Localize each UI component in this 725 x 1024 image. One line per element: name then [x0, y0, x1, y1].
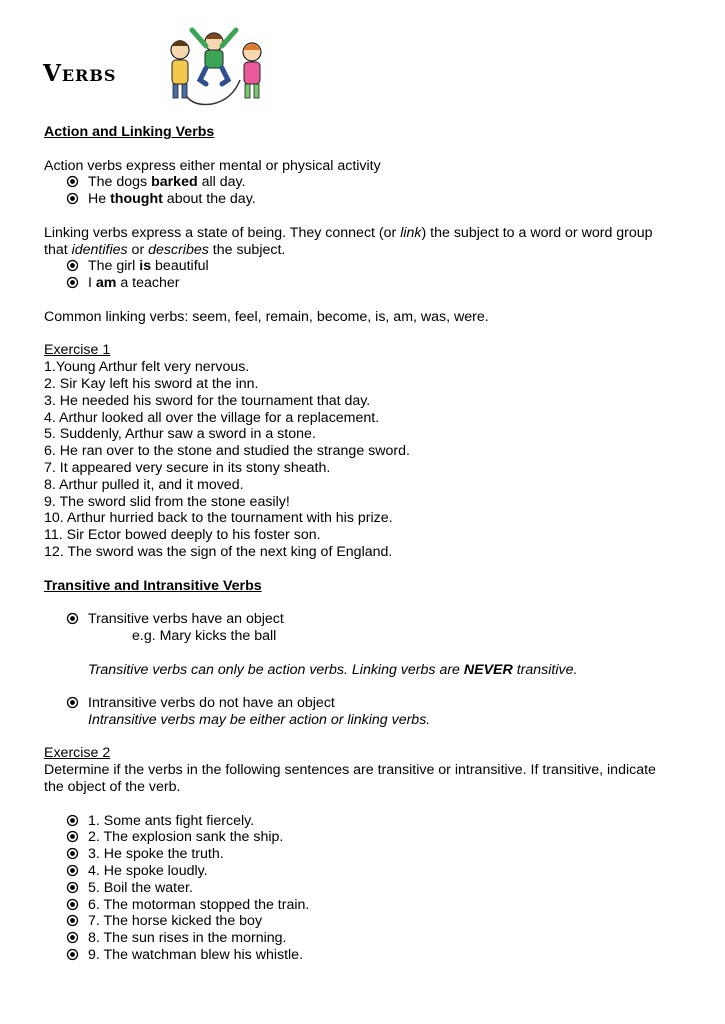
list-item: 2. Sir Kay left his sword at the inn.: [44, 375, 259, 392]
list-item: 10. Arthur hurried back to the tournament with his prize.: [44, 510, 393, 527]
bullet-icon: [66, 914, 79, 927]
list-item: 3. He spoke the truth.: [44, 846, 684, 863]
list-item: The girl is beautiful: [44, 258, 684, 275]
common-linking-verbs: Common linking verbs: seem, feel, remain, become, is, am, was, were.: [44, 308, 489, 325]
bullet-icon: [66, 814, 79, 827]
action-verbs-intro: Action verbs express either mental or physical activity: [44, 157, 381, 174]
exercise-1-heading: Exercise 1: [44, 342, 111, 359]
section-heading-action-linking: Action and Linking Verbs: [44, 124, 215, 140]
list-item: Transitive verbs have an object: [44, 611, 684, 628]
list-item: 4. Arthur looked all over the village for a replacement.: [44, 409, 380, 426]
transitive-example: e.g. Mary kicks the ball: [132, 627, 277, 644]
list-item: 3. He needed his sword for the tournament that day.: [44, 392, 371, 409]
list-item: 6. He ran over to the stone and studied the strange sword.: [44, 443, 410, 460]
bullet-icon: [66, 192, 79, 205]
list-item: I am a teacher: [44, 275, 684, 292]
list-item: He thought about the day.: [44, 191, 684, 208]
list-item: 4. He spoke loudly.: [44, 863, 684, 880]
intransitive-note: Intransitive verbs may be either action or linking verbs.: [88, 711, 431, 728]
list-item: 7. The horse kicked the boy: [44, 913, 684, 930]
transitive-note: Transitive verbs can only be action verbs. Linking verbs are NEVER transitive.: [88, 661, 578, 678]
list-item: 6. The motorman stopped the train.: [44, 897, 684, 914]
list-item: 5. Boil the water.: [44, 880, 684, 897]
bullet-icon: [66, 830, 79, 843]
worksheet-content: [44, 124, 684, 964]
section-heading-transitive: Transitive and Intransitive Verbs: [44, 577, 262, 594]
bullet-icon: [66, 175, 79, 188]
page-title: Verbs: [43, 60, 117, 87]
list-item: 1. Some ants fight fiercely.: [44, 813, 684, 830]
list-item: 11. Sir Ector bowed deeply to his foster son.: [44, 527, 321, 544]
list-item: The dogs barked all day.: [44, 174, 684, 191]
list-item: 9. The watchman blew his whistle.: [44, 947, 684, 964]
bullet-icon: [66, 612, 79, 625]
children-jump-rope-image: [162, 20, 274, 108]
list-item: 1.Young Arthur felt very nervous.: [44, 359, 250, 376]
bullet-icon: [66, 864, 79, 877]
bullet-icon: [66, 898, 79, 911]
list-item: 12. The sword was the sign of the next king of England.: [44, 543, 393, 560]
bullet-icon: [66, 881, 79, 894]
bullet-icon: [66, 259, 79, 272]
list-item: 8. The sun rises in the morning.: [44, 930, 684, 947]
list-item: 5. Suddenly, Arthur saw a sword in a stone.: [44, 426, 316, 443]
bullet-icon: [66, 931, 79, 944]
list-item: 9. The sword slid from the stone easily!: [44, 493, 290, 510]
list-item: 2. The explosion sank the ship.: [44, 829, 684, 846]
list-item: Intransitive verbs do not have an object: [44, 695, 684, 712]
bullet-icon: [66, 276, 79, 289]
list-item: 7. It appeared very secure in its stony sheath.: [44, 459, 331, 476]
list-item: 8. Arthur pulled it, and it moved.: [44, 476, 244, 493]
exercise-2-instructions: Determine if the verbs in the following sentences are transitive or intransitive. If transitive, indicate the object of the verb.: [44, 762, 656, 796]
bullet-icon: [66, 948, 79, 961]
bullet-icon: [66, 847, 79, 860]
linking-verbs-intro: Linking verbs express a state of being. They connect (or link) the subject to a word or word group that identifies or describes the subject.: [44, 224, 653, 258]
exercise-2-heading: Exercise 2: [44, 745, 111, 762]
bullet-icon: [66, 696, 79, 709]
